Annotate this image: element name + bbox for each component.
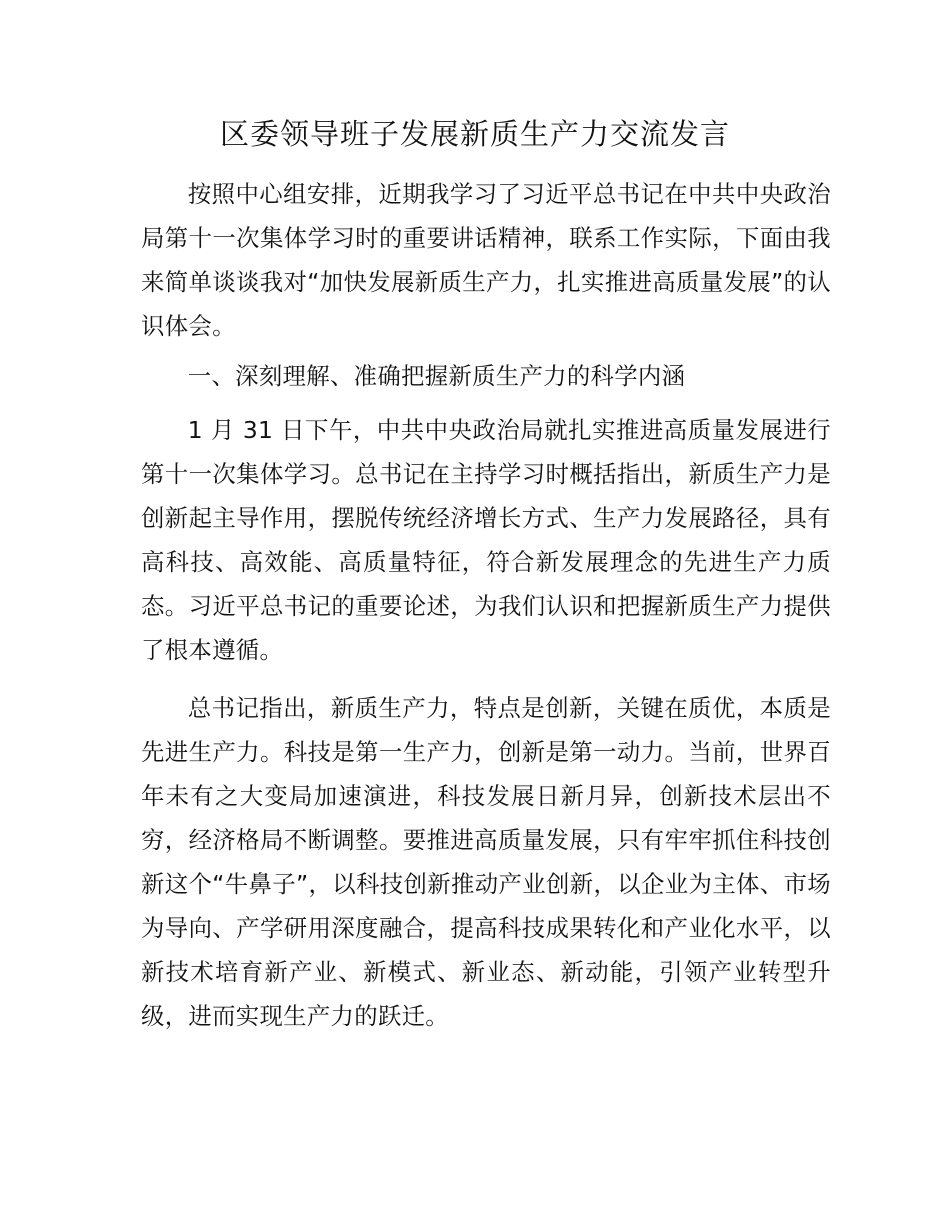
section-heading-1: 一、深刻理解、准确把握新质生产力的科学内涵 bbox=[187, 362, 686, 390]
intro-paragraph: 按照中心组安排，近期我学习了习近平总书记在中共中央政治局第十一次集体学习时的重要讲话精神，联系工作实际，下面由我来简单谈谈我对“加快发展新质生产力，扎实推进高质量发展”的认识体会。 bbox=[141, 180, 831, 340]
document-title: 区委领导班子发展新质生产力交流发言 bbox=[219, 117, 730, 151]
body-paragraph-1: 1 月 31 日下午，中共中央政治局就扎实推进高质量发展进行第十一次集体学习。总书记在主持学习时概括指出，新质生产力是创新起主导作用，摆脱传统经济增长方式、生产力发展路径，具有高科技、高效能、高质量特征，符合新发展理念的先进生产力质态。习近平总书记的重要论述，为我们认识和把握新质生产力提供了根本遵循。 bbox=[141, 416, 831, 664]
body-paragraph-2: 总书记指出，新质生产力，特点是创新，关键在质优，本质是先进生产力。科技是第一生产力，创新是第一动力。当前，世界百年未有之大变局加速演进，科技发展日新月异，创新技术层出不穷，经济格局不断调整。要推进高质量发展，只有牢牢抓住科技创新这个“牛鼻子”，以科技创新推动产业创新，以企业为主体、市场为导向、产学研用深度融合，提高科技成果转化和产业化水平，以新技术培育新产业、新模式、新业态、新动能，引领产业转型升级，进而实现生产力的跃迁。 bbox=[141, 694, 831, 1030]
document-body bbox=[141, 172, 831, 1038]
